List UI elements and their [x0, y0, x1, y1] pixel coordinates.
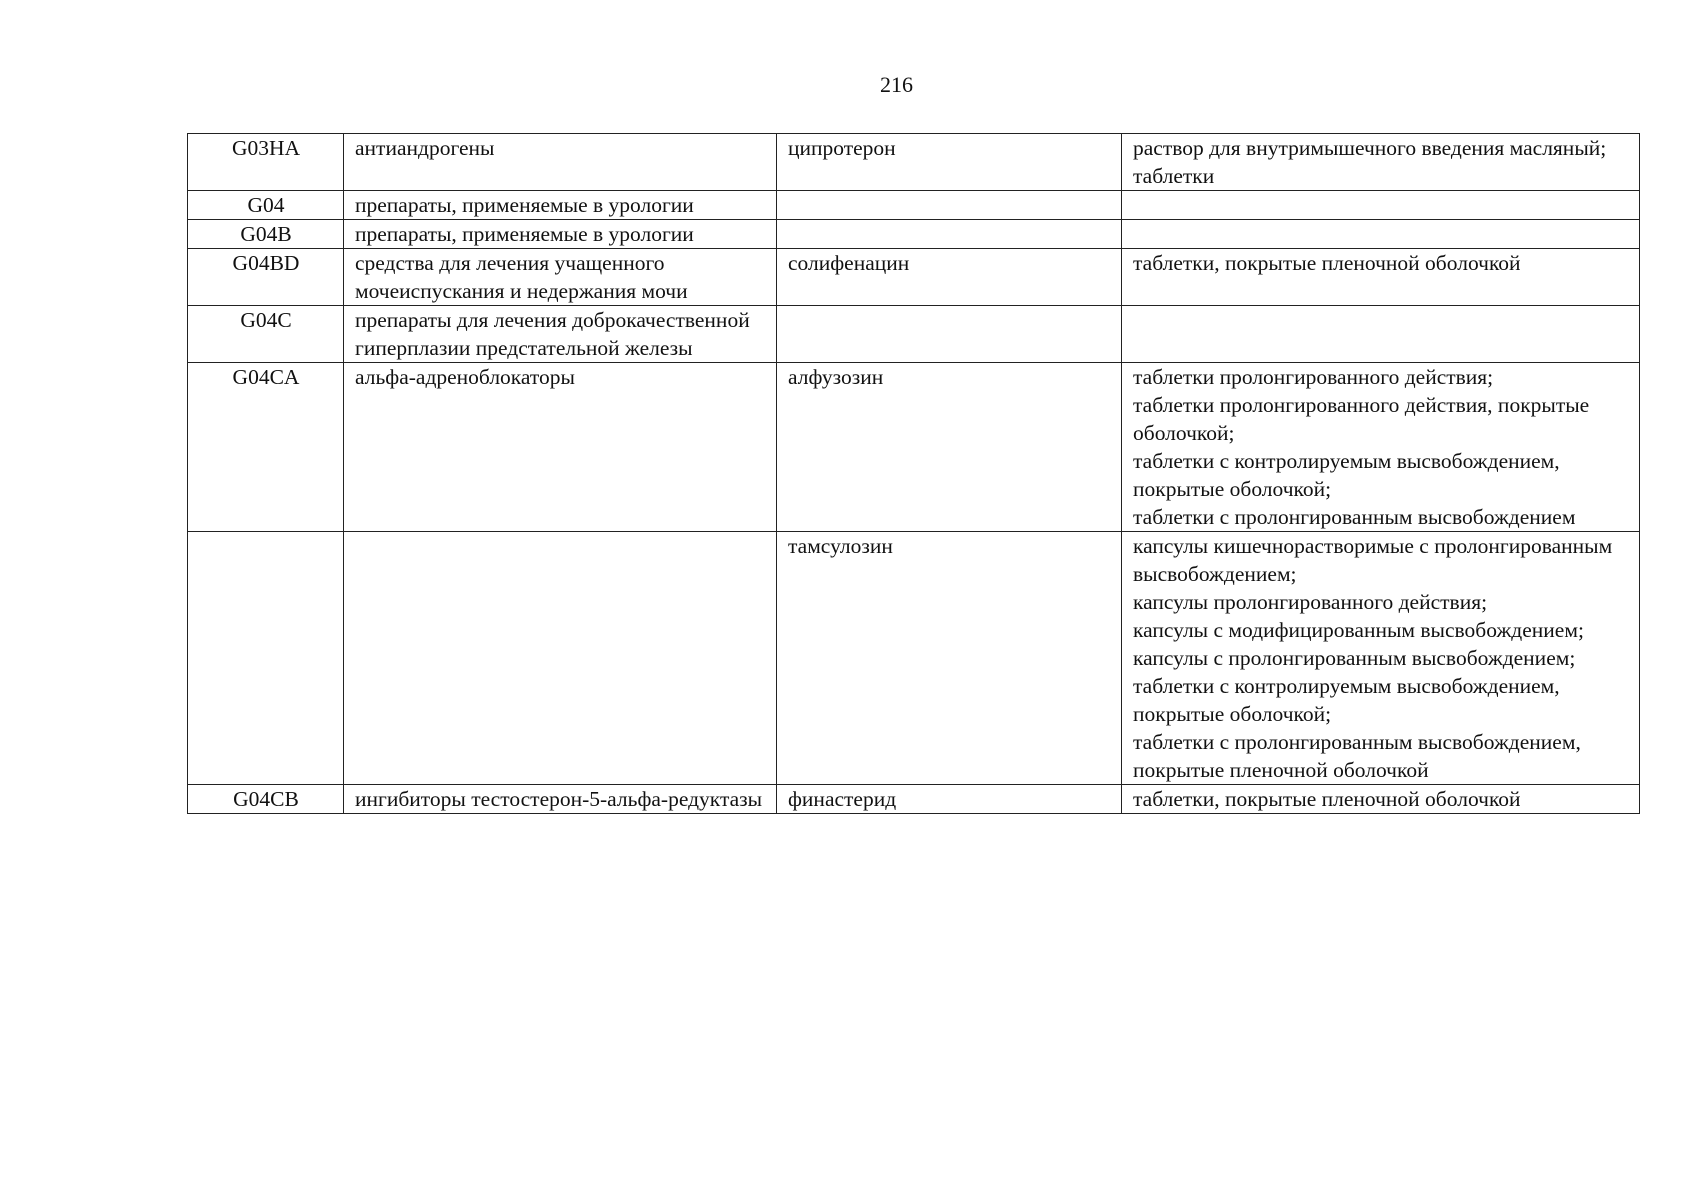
- pharmacological-group-cell: альфа-адреноблокаторы: [344, 363, 777, 532]
- dosage-forms-cell: [1122, 785, 1640, 814]
- drug-name-cell: алфузозин: [777, 363, 1122, 532]
- drug-name-cell: финастерид: [777, 785, 1122, 814]
- dosage-forms-cell: [1122, 191, 1640, 220]
- table-row: [188, 134, 1640, 191]
- atc-code-cell: [188, 532, 344, 785]
- drug-name-cell: [777, 306, 1122, 363]
- table-row: [188, 785, 1640, 814]
- dosage-forms-cell: [1122, 134, 1640, 191]
- dosage-form: раствор для внутримышечного введения масляный;: [1133, 136, 1607, 160]
- dosage-form: таблетки с пролонгированным высвобождением, покрытые пленочной оболочкой: [1133, 730, 1581, 782]
- atc-code-cell: G04CA: [188, 363, 344, 532]
- atc-code-cell: G04BD: [188, 249, 344, 306]
- pharmacological-group-cell: препараты, применяемые в урологии: [344, 220, 777, 249]
- pharmacological-group-cell: [344, 532, 777, 785]
- drug-name-cell: [777, 191, 1122, 220]
- table-row: [188, 249, 1640, 306]
- dosage-form: капсулы с пролонгированным высвобождением;: [1133, 646, 1576, 670]
- dosage-form: капсулы пролонгированного действия;: [1133, 590, 1488, 614]
- pharmacological-group-cell: препараты, применяемые в урологии: [344, 191, 777, 220]
- pharmacological-group-cell: ингибиторы тестостерон-5-альфа-редуктазы: [344, 785, 777, 814]
- dosage-form: таблетки пролонгированного действия;: [1133, 365, 1494, 389]
- drug-name-cell: ципротерон: [777, 134, 1122, 191]
- pharmacological-group-cell: антиандрогены: [344, 134, 777, 191]
- atc-code-cell: G04: [188, 191, 344, 220]
- table-body: [188, 134, 1640, 814]
- drug-name-cell: [777, 220, 1122, 249]
- dosage-forms-cell: [1122, 249, 1640, 306]
- dosage-forms-cell: [1122, 532, 1640, 785]
- dosage-form: таблетки с контролируемым высвобождением, покрытые оболочкой;: [1133, 449, 1560, 501]
- pharmacological-group-cell: препараты для лечения доброкачественной гиперплазии предстательной железы: [344, 306, 777, 363]
- dosage-forms-cell: [1122, 363, 1640, 532]
- drug-name-cell: тамсулозин: [777, 532, 1122, 785]
- dosage-form: таблетки, покрытые пленочной оболочкой: [1133, 787, 1521, 811]
- atc-code-cell: G03HA: [188, 134, 344, 191]
- table-row: [188, 220, 1640, 249]
- table-row: [188, 306, 1640, 363]
- dosage-form: таблетки пролонгированного действия, покрытые оболочкой;: [1133, 393, 1590, 445]
- table-row: [188, 532, 1640, 785]
- table-row: [188, 191, 1640, 220]
- dosage-form: таблетки с контролируемым высвобождением, покрытые оболочкой;: [1133, 674, 1560, 726]
- dosage-form: таблетки с пролонгированным высвобождением: [1133, 505, 1576, 529]
- dosage-forms-cell: [1122, 220, 1640, 249]
- atc-code-cell: G04B: [188, 220, 344, 249]
- atc-code-cell: G04C: [188, 306, 344, 363]
- page-number: 216: [880, 72, 913, 97]
- pharmacological-group-cell: средства для лечения учащенного мочеиспускания и недержания мочи: [344, 249, 777, 306]
- dosage-form: капсулы кишечнорастворимые с пролонгированным высвобождением;: [1133, 534, 1613, 586]
- dosage-form: таблетки, покрытые пленочной оболочкой: [1133, 251, 1521, 275]
- dosage-form: капсулы с модифицированным высвобождением;: [1133, 618, 1584, 642]
- drug-table: [187, 133, 1640, 814]
- dosage-forms-cell: [1122, 306, 1640, 363]
- table-row: [188, 363, 1640, 532]
- drug-name-cell: солифенацин: [777, 249, 1122, 306]
- dosage-form: таблетки: [1133, 164, 1215, 188]
- atc-code-cell: G04CB: [188, 785, 344, 814]
